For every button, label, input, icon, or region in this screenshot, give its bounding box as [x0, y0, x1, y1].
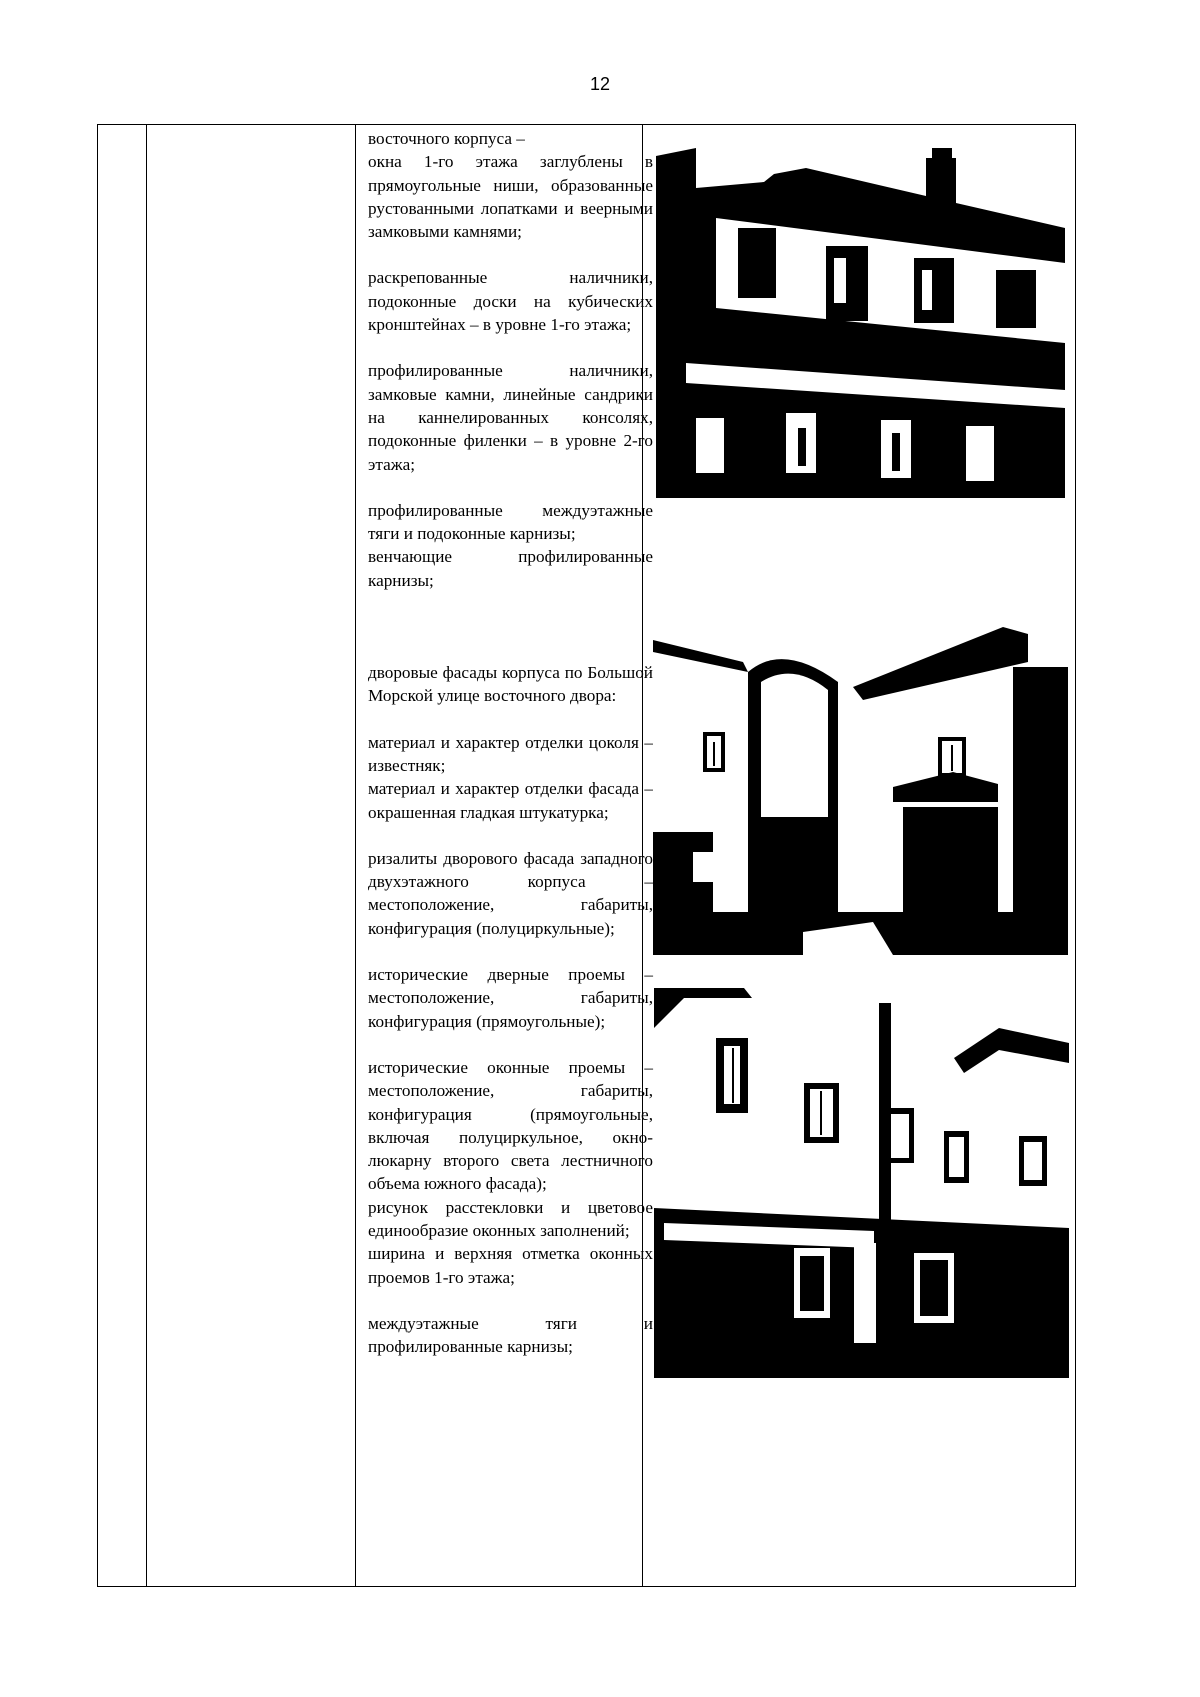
paragraph-group	[368, 499, 653, 592]
paragraph-group	[368, 359, 653, 475]
feature-paragraph: ширина и верхняя отметка оконных проемов 1-го этажа;	[368, 1244, 653, 1287]
feature-paragraph: рисунок расстекловки и цветовое единообразие оконных заполнений;	[368, 1197, 653, 1240]
paragraph-group	[368, 1056, 653, 1289]
feature-paragraph: восточного корпуса –	[368, 129, 525, 148]
feature-paragraph: материал и характер отделки фасада – окрашенная гладкая штукатурка;	[368, 779, 653, 822]
column-divider	[146, 125, 147, 1586]
feature-paragraph: исторические дверные проемы – местоположение, габариты, конфигурация (прямоугольные);	[368, 965, 653, 1031]
heritage-table	[97, 124, 1076, 1587]
feature-paragraph: раскрепованные наличники, подоконные доски на кубических кронштейнах – в уровне 1-го этажа;	[368, 268, 653, 335]
feature-paragraph: материал и характер отделки цоколя – известняк;	[368, 732, 653, 775]
feature-paragraph: профилированные междуэтажные тяги и подоконные карнизы;	[368, 500, 653, 544]
feature-paragraph: окна 1-го этажа заглублены в прямоугольные ниши, образованные рустованными лопатками и веерными замковыми камнями;	[368, 152, 653, 242]
feature-paragraph: ризалиты дворового фасада западного двухэтажного корпуса – местоположение, габариты, конфигурация (полуциркульные);	[368, 848, 653, 938]
paragraph-group	[368, 661, 653, 708]
facade-photo-1	[656, 128, 1065, 498]
feature-paragraph: профилированные наличники, замковые камни, линейные сандрики на каннелированных консолях, подоконные филенки – в уровне 2-го этажа;	[368, 361, 653, 474]
paragraph-group	[368, 1312, 653, 1359]
feature-paragraph: исторические оконные проемы – местоположение, габариты, конфигурация (прямоугольные, включая полуциркульное, окно-люкарну второго света лестничного объема южного фасада);	[368, 1057, 653, 1194]
paragraph-group	[368, 127, 653, 243]
paragraph-group	[368, 847, 653, 940]
courtyard-photo-2	[653, 622, 1068, 955]
paragraph-group	[368, 731, 653, 824]
feature-paragraph: венчающие профилированные карнизы;	[368, 547, 653, 590]
courtyard-photo-3	[654, 988, 1069, 1378]
paragraph-group	[368, 963, 653, 1033]
feature-paragraph: дворовые фасады корпуса по Большой Морской улице восточного двора:	[368, 663, 653, 706]
page-number: 12	[589, 74, 611, 94]
feature-paragraph: междуэтажные тяги и профилированные карнизы;	[368, 1313, 653, 1357]
paragraph-group	[368, 266, 653, 336]
column-divider	[355, 125, 356, 1586]
protected-features-column	[368, 127, 653, 1358]
